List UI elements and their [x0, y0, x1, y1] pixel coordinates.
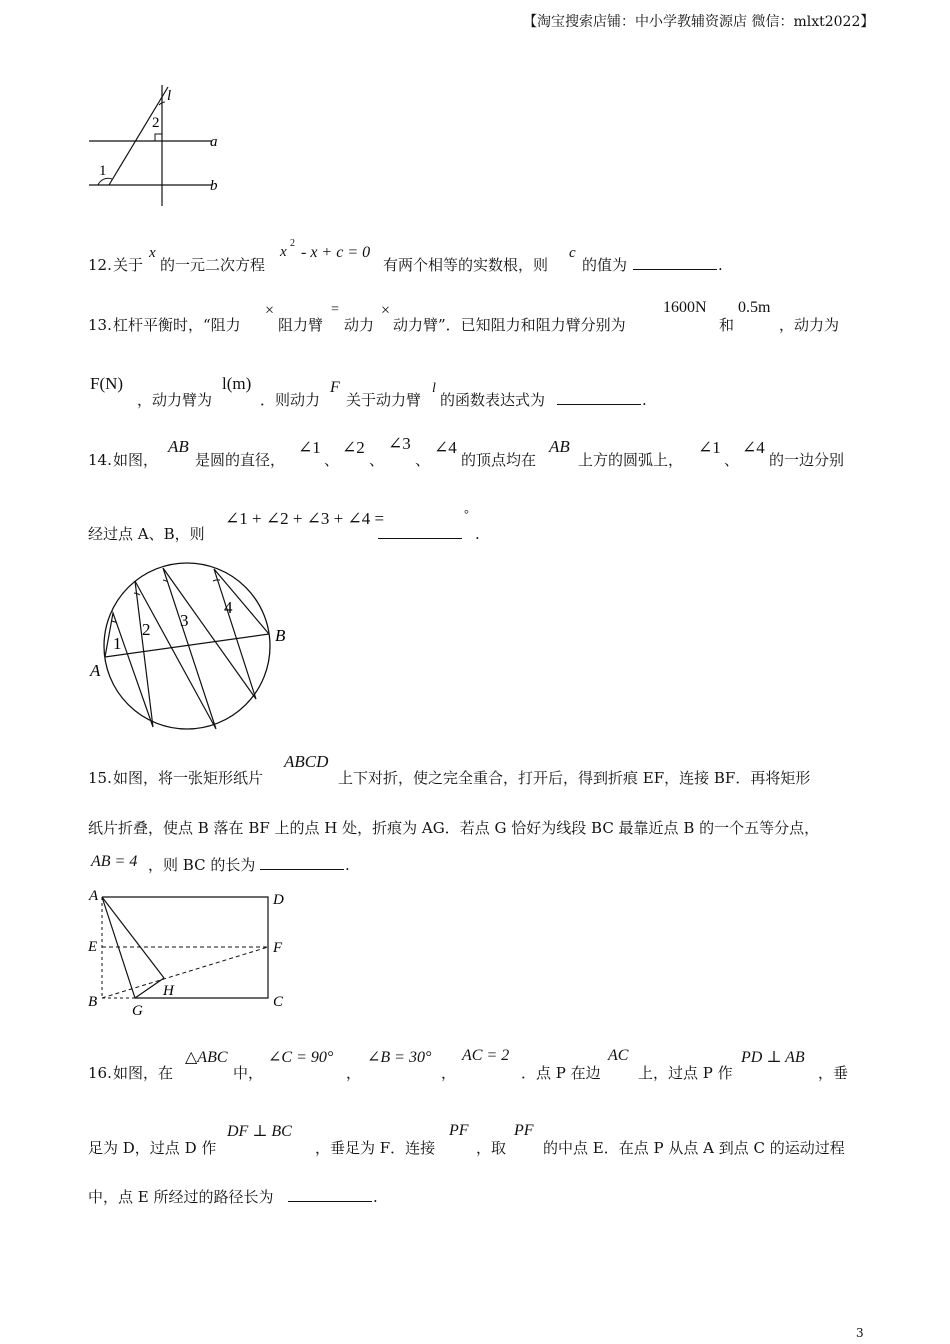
- label-a: A: [89, 888, 99, 904]
- q15-text-1: 如图，将一张矩形纸片: [113, 769, 264, 787]
- q15-abcd: ABCD: [284, 752, 329, 771]
- q13-value-1600n: 1600N: [663, 299, 707, 316]
- zigzag-chords: [105, 568, 269, 729]
- q16-line-3: 中，点 E 所经过的路径长为: [88, 1188, 274, 1206]
- q12-text-2: 的一元二次方程: [160, 256, 266, 274]
- q16-angle-b: ∠B = 30°: [367, 1049, 432, 1066]
- label-g: G: [132, 1003, 143, 1019]
- q12-equation-rest: - x + c = 0: [301, 244, 371, 261]
- q12-text-4: 的值为: [582, 256, 628, 274]
- q14-angle-3: ∠3: [388, 434, 411, 453]
- q13-unit-force: F(N): [90, 374, 124, 393]
- q16-df-perp-bc: DF ⊥ BC: [227, 1123, 292, 1140]
- q16-number: 16.: [88, 1064, 112, 1082]
- label-c: C: [273, 994, 284, 1010]
- q14-line-2: 经过点 A、B，则: [88, 525, 205, 543]
- q12-text-1: 关于: [113, 256, 144, 274]
- q12-end: .: [718, 256, 723, 274]
- q14-text-4: 上方的圆弧上，: [578, 451, 684, 469]
- q14-sep-1: 、: [324, 451, 340, 469]
- right-angle-mark: [155, 134, 162, 141]
- q16-line2-d: 的中点 E．在点 P 从点 A 到点 C 的运动过程: [543, 1139, 845, 1157]
- q13-times-1: ×: [265, 302, 275, 319]
- q13-unit-arm: l(m): [222, 374, 252, 393]
- q13-answer-blank[interactable]: [557, 392, 641, 405]
- q12-answer-blank[interactable]: [633, 257, 717, 270]
- label-2: 2: [142, 620, 151, 639]
- header-shop-text: 【淘宝搜索店铺：中小学教辅资源店 微信：mlxt2022】: [523, 14, 875, 30]
- q15-ab-equals-4: AB = 4: [91, 853, 138, 870]
- q12-text-3: 有两个相等的实数根，则: [383, 256, 549, 274]
- q16-line2-c: ，取: [476, 1139, 507, 1157]
- q13-text-9: 关于动力臂: [346, 391, 422, 409]
- label-b: B: [88, 994, 98, 1010]
- q14-angle-1: ∠1: [298, 438, 321, 457]
- label-a: a: [210, 134, 218, 150]
- q13-text-6: ，动力为: [779, 316, 840, 334]
- q14-degree: °: [464, 507, 469, 521]
- q16-ac: AC: [608, 1047, 629, 1064]
- q15-answer-blank[interactable]: [260, 857, 344, 870]
- q13-end: .: [642, 391, 647, 409]
- label-h: H: [163, 983, 174, 999]
- q13-number: 13.: [88, 316, 112, 334]
- q14-text-1: 如图，: [113, 451, 159, 469]
- q14-angle-4b: ∠4: [742, 438, 765, 457]
- q16-pd-perp-ab: PD ⊥ AB: [741, 1049, 805, 1066]
- label-d: D: [273, 892, 284, 908]
- q15-text-2: 上下对折，使之完全重合，打开后，得到折痕 EF，连接 BF．再将矩形: [338, 769, 811, 787]
- q16-text-2: 中，: [233, 1064, 264, 1082]
- q14-sep-2: 、: [369, 451, 385, 469]
- q14-ab-1: AB: [168, 437, 189, 456]
- label-l: l: [167, 88, 172, 104]
- rectangle-figure: [84, 882, 294, 1022]
- label-2: 2: [152, 115, 160, 131]
- segment-gh: [135, 978, 164, 998]
- label-3: 3: [180, 611, 189, 630]
- q12-var-c: c: [569, 245, 576, 261]
- q14-sep-4: 、: [724, 451, 740, 469]
- q12-var-x: x: [149, 245, 156, 261]
- q16-pf-1: PF: [449, 1122, 469, 1139]
- q16-line2-a: 足为 D，过点 D 作: [88, 1139, 217, 1157]
- q16-text-1: 如图，在: [113, 1064, 174, 1082]
- q16-pf-2: PF: [514, 1122, 534, 1139]
- line-l: [109, 87, 168, 185]
- q13-text-3: 动力: [344, 316, 375, 334]
- q13-value-05m: 0.5m: [738, 299, 771, 316]
- q16-angle-c: ∠C = 90°: [268, 1049, 334, 1066]
- q16-line2-b: ，垂足为 F．连接: [315, 1139, 436, 1157]
- q13-equals: =: [331, 302, 339, 317]
- label-1: 1: [99, 163, 107, 179]
- label-1: 1: [113, 634, 122, 653]
- label-e: E: [88, 939, 98, 955]
- q13-times-2: ×: [381, 302, 391, 319]
- q14-angle-2: ∠2: [342, 438, 365, 457]
- angle4-arc: [213, 580, 220, 581]
- q14-sep-3: 、: [415, 451, 431, 469]
- segment-ah: [102, 897, 164, 978]
- q14-text-2: 是圆的直径，: [195, 451, 286, 469]
- q16-text-4: 上，过点 P 作: [638, 1064, 733, 1082]
- parallel-lines-figure: [84, 80, 234, 212]
- label-f: F: [273, 940, 283, 956]
- q12-number: 12.: [88, 256, 112, 274]
- q16-end: .: [373, 1188, 378, 1206]
- q16-comma-1: ，: [346, 1064, 362, 1082]
- q16-text-3: ．点 P 在边: [521, 1064, 601, 1082]
- circle-figure: [84, 560, 289, 740]
- q15-number: 15.: [88, 769, 112, 787]
- q14-angle-4: ∠4: [434, 438, 457, 457]
- q16-ac-equals-2: AC = 2: [462, 1047, 510, 1064]
- q14-ab-2: AB: [549, 437, 570, 456]
- q13-text-4: 动力臂”．已知阻力和阻力臂分别为: [393, 316, 626, 334]
- q13-text-1: 杠杆平衡时，“阻力: [113, 316, 241, 334]
- q13-text-7: ，动力臂为: [137, 391, 213, 409]
- q12-equation-exponent: 2: [290, 238, 295, 249]
- q15-text-3: ，则 BC 的长为: [148, 856, 256, 874]
- q14-text-3: 的顶点均在: [461, 451, 537, 469]
- q16-comma-2: ，: [441, 1064, 457, 1082]
- q13-text-10: 的函数表达式为: [440, 391, 546, 409]
- label-b: B: [275, 626, 286, 645]
- q15-line-2: 纸片折叠，使点 B 落在 BF 上的点 H 处，折痕为 AG．若点 G 恰好为线段 BC 最靠近点 B 的一个五等分点，: [88, 819, 820, 837]
- q16-answer-blank[interactable]: [288, 1189, 372, 1202]
- label-a: A: [90, 661, 101, 680]
- q14-text-5: 的一边分别: [769, 451, 845, 469]
- q16-text-5: ，垂: [818, 1064, 849, 1082]
- q14-angle-1b: ∠1: [698, 438, 721, 457]
- label-b: b: [210, 178, 218, 194]
- q13-var-f: F: [330, 379, 340, 396]
- label-4: 4: [224, 598, 233, 617]
- q14-number: 14.: [88, 451, 112, 469]
- q13-text-8: ．则动力: [260, 391, 321, 409]
- q14-end: .: [475, 525, 480, 543]
- q16-triangle-abc: △ABC: [185, 1049, 228, 1066]
- q14-sum-expression: ∠1 + ∠2 + ∠3 + ∠4 =: [225, 509, 385, 528]
- page-number: 3: [856, 1326, 864, 1340]
- diameter-ab: [105, 634, 269, 657]
- q14-answer-blank[interactable]: [378, 526, 462, 539]
- q13-var-l: l: [432, 381, 436, 396]
- q13-text-2: 阻力臂: [278, 316, 324, 334]
- q15-end: .: [345, 856, 350, 874]
- q13-text-5: 和: [719, 316, 735, 334]
- q12-equation-x: x: [280, 244, 287, 260]
